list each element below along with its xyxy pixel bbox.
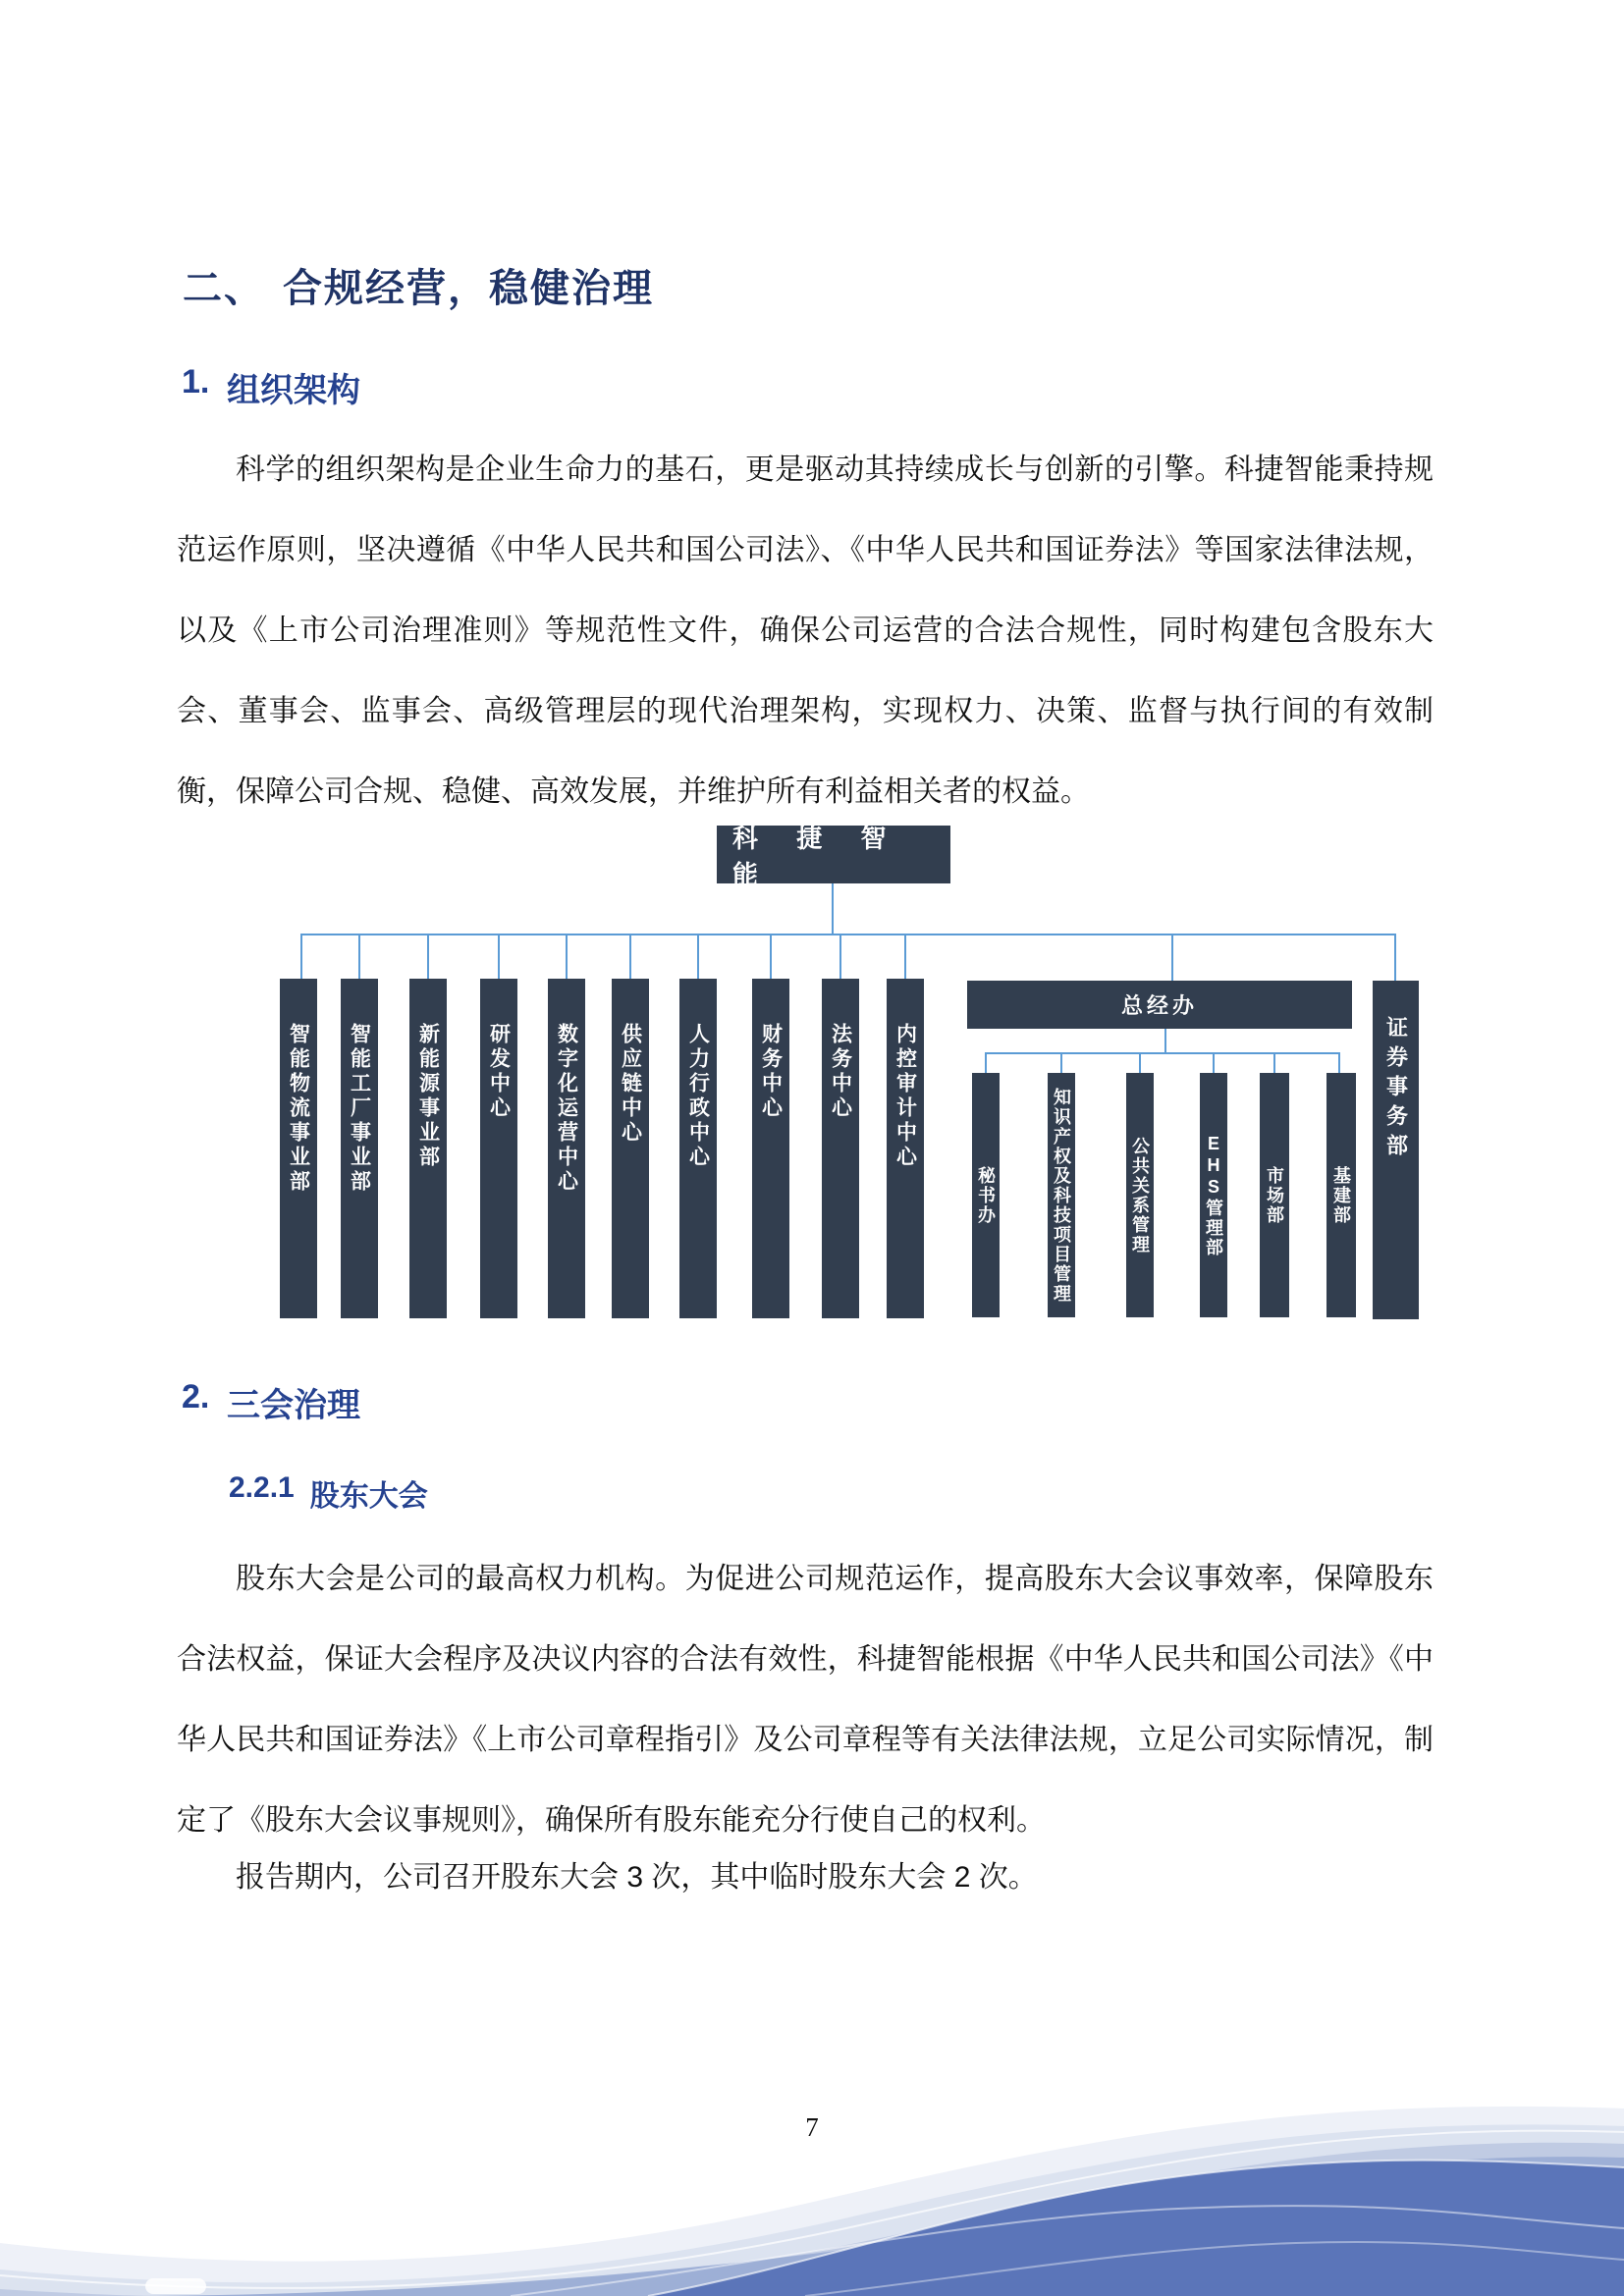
org-box-label: 总经办	[1120, 993, 1198, 1018]
connector-line	[1273, 1052, 1275, 1073]
paragraph-organization-intro: 科学的组织架构是企业生命力的基石，更是驱动其持续成长与创新的引擎。科捷智能秉持规范运作原则，坚决遵循《中华人民共和国公司法》、《中华人民共和国证券法》等国家法律法规，以及《上市公司治理准则》等规范性文件，确保公司运营的合法合规性，同时构建包含股东大会、董事会、监事会、高级管理层的现代治理架构，实现权力、决策、监督与执行间的有效制衡，保障公司合规、稳健、高效发展，并维护所有利益相关者的权益。	[177, 454, 1434, 808]
org-box-label: 知识产权及科技项目管理	[1052, 1087, 1071, 1304]
org-box-label: 智能物流事业部	[287, 1023, 310, 1195]
subsection-title-shareholders-meeting	[229, 1471, 428, 1515]
org-box-dept-8	[822, 979, 859, 1318]
org-box-dept-4	[548, 979, 585, 1318]
connector-line	[300, 934, 1396, 935]
org-box-dept-1	[341, 979, 378, 1318]
chapter-title	[183, 257, 654, 313]
connector-line	[839, 934, 841, 979]
connector-line	[985, 1052, 1340, 1054]
org-box-label: 财务中心	[759, 1023, 783, 1121]
subsection-title-text: 股东大会	[309, 1480, 428, 1513]
paragraph-shareholders-meeting: 股东大会是公司的最高权力机构。为促进公司规范运作，提高股东大会议事效率，保障股东合法权益，保证大会程序及决议内容的合法有效性，科捷智能根据《中华人民共和国公司法》《中华人民共和国证券法》《上市公司章程指引》及公司章程等有关法律法规，立足公司实际情况，制定了《股东大会议事规则》，确保所有股东能充分行使自己的权利。	[177, 1563, 1434, 1837]
org-box-dept-0	[280, 979, 317, 1318]
page-number: 7	[805, 2112, 819, 2142]
connector-line	[770, 934, 772, 979]
connector-line	[1394, 934, 1396, 981]
connector-line	[358, 934, 360, 979]
org-box-label: 供应链中心	[619, 1023, 642, 1146]
section-title-text: 三会治理	[227, 1387, 360, 1424]
org-box-dept-9	[887, 979, 924, 1318]
section-title-text: 组织架构	[227, 372, 360, 409]
org-box-sub-5	[1326, 1073, 1356, 1317]
org-box-sub-4	[1260, 1073, 1289, 1317]
connector-line	[904, 934, 906, 979]
org-box-label: 市场部	[1265, 1165, 1284, 1225]
connector-line	[1338, 1052, 1340, 1073]
connector-line	[300, 934, 302, 979]
org-box-label: 人力行政中心	[686, 1023, 710, 1170]
org-box-label: 智能工厂事业部	[348, 1023, 371, 1195]
org-box-label: 证券事务部	[1383, 1016, 1409, 1163]
subsection-number: 2.2.1	[229, 1471, 295, 1504]
org-root-label: 科 捷 智 能	[732, 823, 902, 889]
org-box-sub-1	[1048, 1073, 1075, 1317]
connector-line	[1213, 1052, 1215, 1073]
org-box-label: 内控审计中心	[893, 1023, 917, 1170]
org-box-sub-3	[1200, 1073, 1227, 1317]
org-box-dept-6	[679, 979, 717, 1318]
org-box-label: 法务中心	[829, 1023, 852, 1121]
section-title-organization	[182, 363, 360, 411]
footer-logo-pill	[145, 2278, 206, 2294]
org-box-label: 基建部	[1331, 1165, 1351, 1225]
connector-line	[985, 1052, 987, 1073]
footer-wave-decoration	[0, 2042, 1624, 2296]
org-box-label: 研发中心	[487, 1023, 511, 1121]
org-box-general-office	[967, 981, 1352, 1029]
section-number: 1.	[182, 363, 210, 400]
connector-line	[1139, 1052, 1141, 1073]
connector-line	[498, 934, 500, 979]
section-number: 2.	[182, 1378, 210, 1415]
org-box-dept-3	[480, 979, 517, 1318]
paragraph-meeting-count: 报告期内，公司召开股东大会 3 次，其中临时股东大会 2 次。	[236, 1861, 1038, 1894]
connector-line	[832, 883, 834, 934]
org-box-dept-2	[409, 979, 447, 1318]
connector-line	[1171, 934, 1173, 981]
org-box-sub-2	[1126, 1073, 1154, 1317]
chapter-title-text: 合规经营，稳健治理	[283, 267, 654, 310]
org-box-dept-5	[612, 979, 649, 1318]
org-box-dept-7	[752, 979, 789, 1318]
connector-line	[629, 934, 631, 979]
chapter-number: 二、	[183, 267, 265, 310]
org-box-label: EHS管理部	[1204, 1133, 1223, 1257]
connector-line	[697, 934, 699, 979]
org-box-label: 公共关系管理	[1130, 1136, 1150, 1255]
org-box-label: 秘书办	[976, 1165, 996, 1225]
org-box-label: 新能源事业部	[416, 1023, 440, 1170]
section-title-governance	[182, 1378, 360, 1426]
org-box-sub-0	[972, 1073, 1000, 1317]
org-box-securities	[1373, 981, 1419, 1319]
org-box-label: 数字化运营中心	[555, 1023, 578, 1195]
connector-line	[427, 934, 429, 979]
org-root-box	[717, 823, 950, 889]
connector-line	[1060, 1052, 1062, 1073]
connector-line	[1164, 1029, 1166, 1054]
connector-line	[566, 934, 568, 979]
